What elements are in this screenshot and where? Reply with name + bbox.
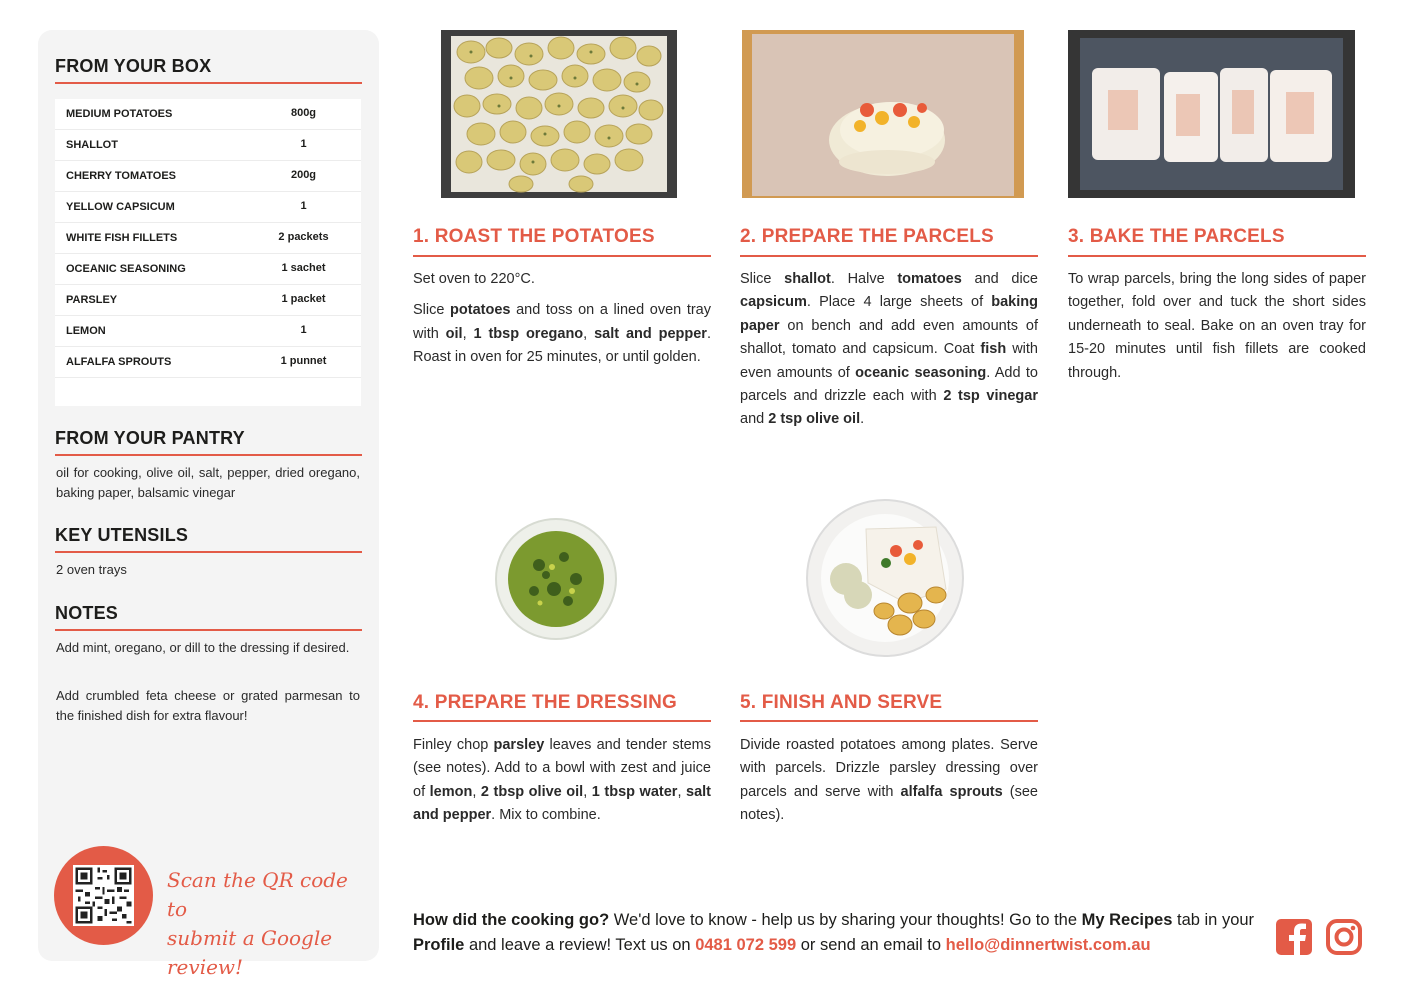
step-emphasis: oil (445, 325, 463, 342)
step-3-text (1068, 268, 1366, 393)
divider (55, 82, 362, 84)
footer-text-run: tab in your (1172, 911, 1255, 929)
ingredients-table (55, 99, 361, 406)
instagram-icon[interactable] (1325, 918, 1363, 956)
step-emphasis: lemon (429, 783, 473, 800)
step-4-title: 4. PREPARE THE DRESSING (413, 692, 677, 713)
step-text-run: Divide roasted potatoes among plates. Serve with parcels. Drizzle parsley dressing over parcels and serve with (740, 737, 1038, 800)
ingredient-name: LEMON (66, 325, 106, 337)
step-text-run: . Halve (830, 271, 898, 287)
ingredient-row (55, 223, 361, 254)
step-text-run: . Mix to combine. (491, 807, 601, 824)
step-text-run: Slice (413, 302, 451, 319)
step-text-run: and dice (961, 271, 1038, 287)
step-4-text (413, 734, 711, 836)
ingredient-name: WHITE FISH FILLETS (66, 232, 178, 244)
ingredient-row (55, 316, 361, 347)
step-emphasis: fish (980, 341, 1007, 358)
step-emphasis: oceanic seasoning (855, 364, 987, 381)
note-1: Add mint, oregano, or dill to the dressing if desired. (56, 640, 350, 655)
step-text-run: on bench and add even amounts of shallot, tomato and capsicum. Coat (740, 317, 1038, 358)
divider (413, 720, 711, 722)
ingredient-row (55, 99, 361, 130)
ingredient-row (55, 130, 361, 161)
step-emphasis: baking paper (740, 294, 1038, 334)
ingredient-row (55, 192, 361, 223)
step-paragraph (1068, 268, 1366, 385)
ingredient-name: OCEANIC SEASONING (66, 263, 186, 275)
step-emphasis: tomatoes (897, 271, 962, 287)
divider (740, 255, 1038, 257)
step-paragraph (740, 734, 1038, 828)
divider (55, 551, 362, 553)
qr-code[interactable] (73, 865, 134, 926)
footer-emphasis: My Recipes (1081, 911, 1173, 929)
footer-text-run: We'd love to know - help us by sharing your thoughts! Go to the (609, 911, 1082, 929)
step-text-run: Slice (740, 271, 785, 287)
step-text-run: and toss on a lined oven tray with (413, 302, 711, 342)
step-1-title: 1. ROAST THE POTATOES (413, 226, 655, 247)
ingredient-qty: 1 punnet (280, 355, 327, 367)
ingredient-name: ALFALFA SPROUTS (66, 356, 172, 368)
note-2: Add crumbled feta cheese or grated parmesan to the finished dish for extra flavour! (56, 688, 360, 723)
utensils-title: KEY UTENSILS (55, 525, 189, 545)
qr-code-badge[interactable] (54, 846, 153, 945)
roasting-potatoes-photo (441, 30, 677, 198)
step-text-run: . Add to parcels and drizzle each with (740, 364, 1038, 405)
step-text-run: leaves and tender stems (see notes). Add to a bowl with zest and juice of (413, 737, 711, 800)
ingredient-name: YELLOW CAPSICUM (66, 201, 175, 213)
step-5-text (740, 734, 1038, 836)
pantry-text: oil for cooking, olive oil, salt, pepper, dried oregano, baking paper, balsamic vinegar (56, 465, 360, 500)
step-emphasis: parsley (493, 737, 545, 753)
ingredient-qty: 1 sachet (281, 262, 326, 274)
step-text-run: To wrap parcels, bring the long sides of paper together, fold over and tuck the short sides underneath to seal. Bake on an oven tray for 15-20 minutes until fish fillets are cooked through. (1068, 271, 1366, 381)
divider (55, 629, 362, 631)
step-text-run: Finley chop (413, 737, 494, 753)
step-text-run: . Place 4 large sheets of (806, 294, 992, 311)
contact-link[interactable]: 0481 072 599 (695, 936, 797, 954)
footer-emphasis: Profile (413, 936, 465, 954)
pantry-title: FROM YOUR PANTRY (55, 428, 245, 448)
footer-emphasis: How did the cooking go? (413, 911, 610, 929)
ingredient-qty: 1 packet (281, 293, 326, 305)
step-paragraph (413, 734, 711, 828)
step-text-run: Set oven to 220°C. (413, 271, 535, 287)
step-emphasis: 1 tbsp water (591, 783, 678, 800)
ingredient-name: SHALLOT (66, 139, 118, 151)
divider (740, 720, 1038, 722)
step-text-run: , (462, 325, 474, 342)
footer-text-run: or send an email to (796, 936, 946, 954)
step-emphasis: 2 tbsp olive oil (480, 783, 584, 800)
ingredient-qty: 1 (300, 324, 307, 336)
ingredient-row (55, 285, 361, 316)
qr-caption-line-2: submit a Google review! (167, 926, 333, 979)
step-text-run: with even amounts of (740, 341, 1038, 381)
ingredient-name: MEDIUM POTATOES (66, 108, 173, 120)
from-box-title: FROM YOUR BOX (55, 56, 212, 76)
qr-caption (167, 866, 367, 982)
qr-caption-line-1: Scan the QR code to (167, 868, 348, 921)
ingredient-qty: 1 (300, 138, 307, 150)
ingredient-qty: 800g (290, 107, 317, 119)
step-emphasis: 1 tbsp oregano (473, 325, 584, 342)
step-text-run: . (860, 411, 865, 428)
facebook-icon[interactable] (1275, 918, 1313, 956)
step-emphasis: capsicum (740, 294, 807, 311)
ingredient-row (55, 161, 361, 192)
ingredient-qty: 200g (290, 169, 317, 181)
preparing-parcels-photo (742, 30, 1024, 198)
ingredient-name: PARSLEY (66, 294, 118, 306)
step-emphasis: salt and pepper (594, 325, 707, 342)
divider (1068, 255, 1366, 257)
step-paragraph (413, 299, 711, 369)
step-2-text (740, 268, 1038, 440)
contact-link[interactable]: hello@dinnertwist.com.au (945, 936, 1151, 954)
step-emphasis: potatoes (450, 302, 511, 319)
divider (55, 454, 362, 456)
step-3-title: 3. BAKE THE PARCELS (1068, 226, 1285, 247)
notes-title: NOTES (55, 603, 119, 623)
review-footer (413, 908, 1263, 958)
ingredients-sidebar (38, 30, 379, 979)
step-text-run: , (472, 783, 481, 800)
step-2-title: 2. PREPARE THE PARCELS (740, 226, 994, 247)
step-paragraph (740, 268, 1038, 432)
step-text-run: , (583, 325, 595, 342)
ingredient-name: CHERRY TOMATOES (66, 170, 177, 182)
step-text-run: . Roast in oven for 25 minutes, or until golden. (413, 325, 711, 366)
step-1-text (413, 268, 711, 378)
step-emphasis: salt and pepper (413, 783, 712, 824)
divider (413, 255, 711, 257)
step-text-run: , (583, 783, 592, 800)
step-text-run: , (677, 783, 687, 800)
step-text-run: and (740, 411, 769, 428)
step-emphasis: 2 tsp vinegar (943, 388, 1038, 405)
ingredient-row (55, 347, 361, 378)
step-emphasis: shallot (784, 271, 831, 287)
step-emphasis: 2 tsp olive oil (768, 411, 861, 428)
step-emphasis: alfalfa sprouts (900, 783, 1003, 800)
ingredient-qty: 1 (300, 200, 307, 212)
footer-text-run: and leave a review! Text us on (464, 936, 696, 954)
ingredient-row (55, 254, 361, 285)
baking-parcels-photo (1068, 30, 1355, 198)
step-paragraph (413, 268, 711, 291)
step-text-run: (see notes). (740, 783, 1038, 824)
step-5-title: 5. FINISH AND SERVE (740, 692, 943, 713)
finished-dish-photo (806, 499, 964, 657)
ingredient-qty: 2 packets (278, 231, 329, 243)
parsley-dressing-photo (494, 517, 619, 642)
utensils-text: 2 oven trays (56, 562, 127, 577)
